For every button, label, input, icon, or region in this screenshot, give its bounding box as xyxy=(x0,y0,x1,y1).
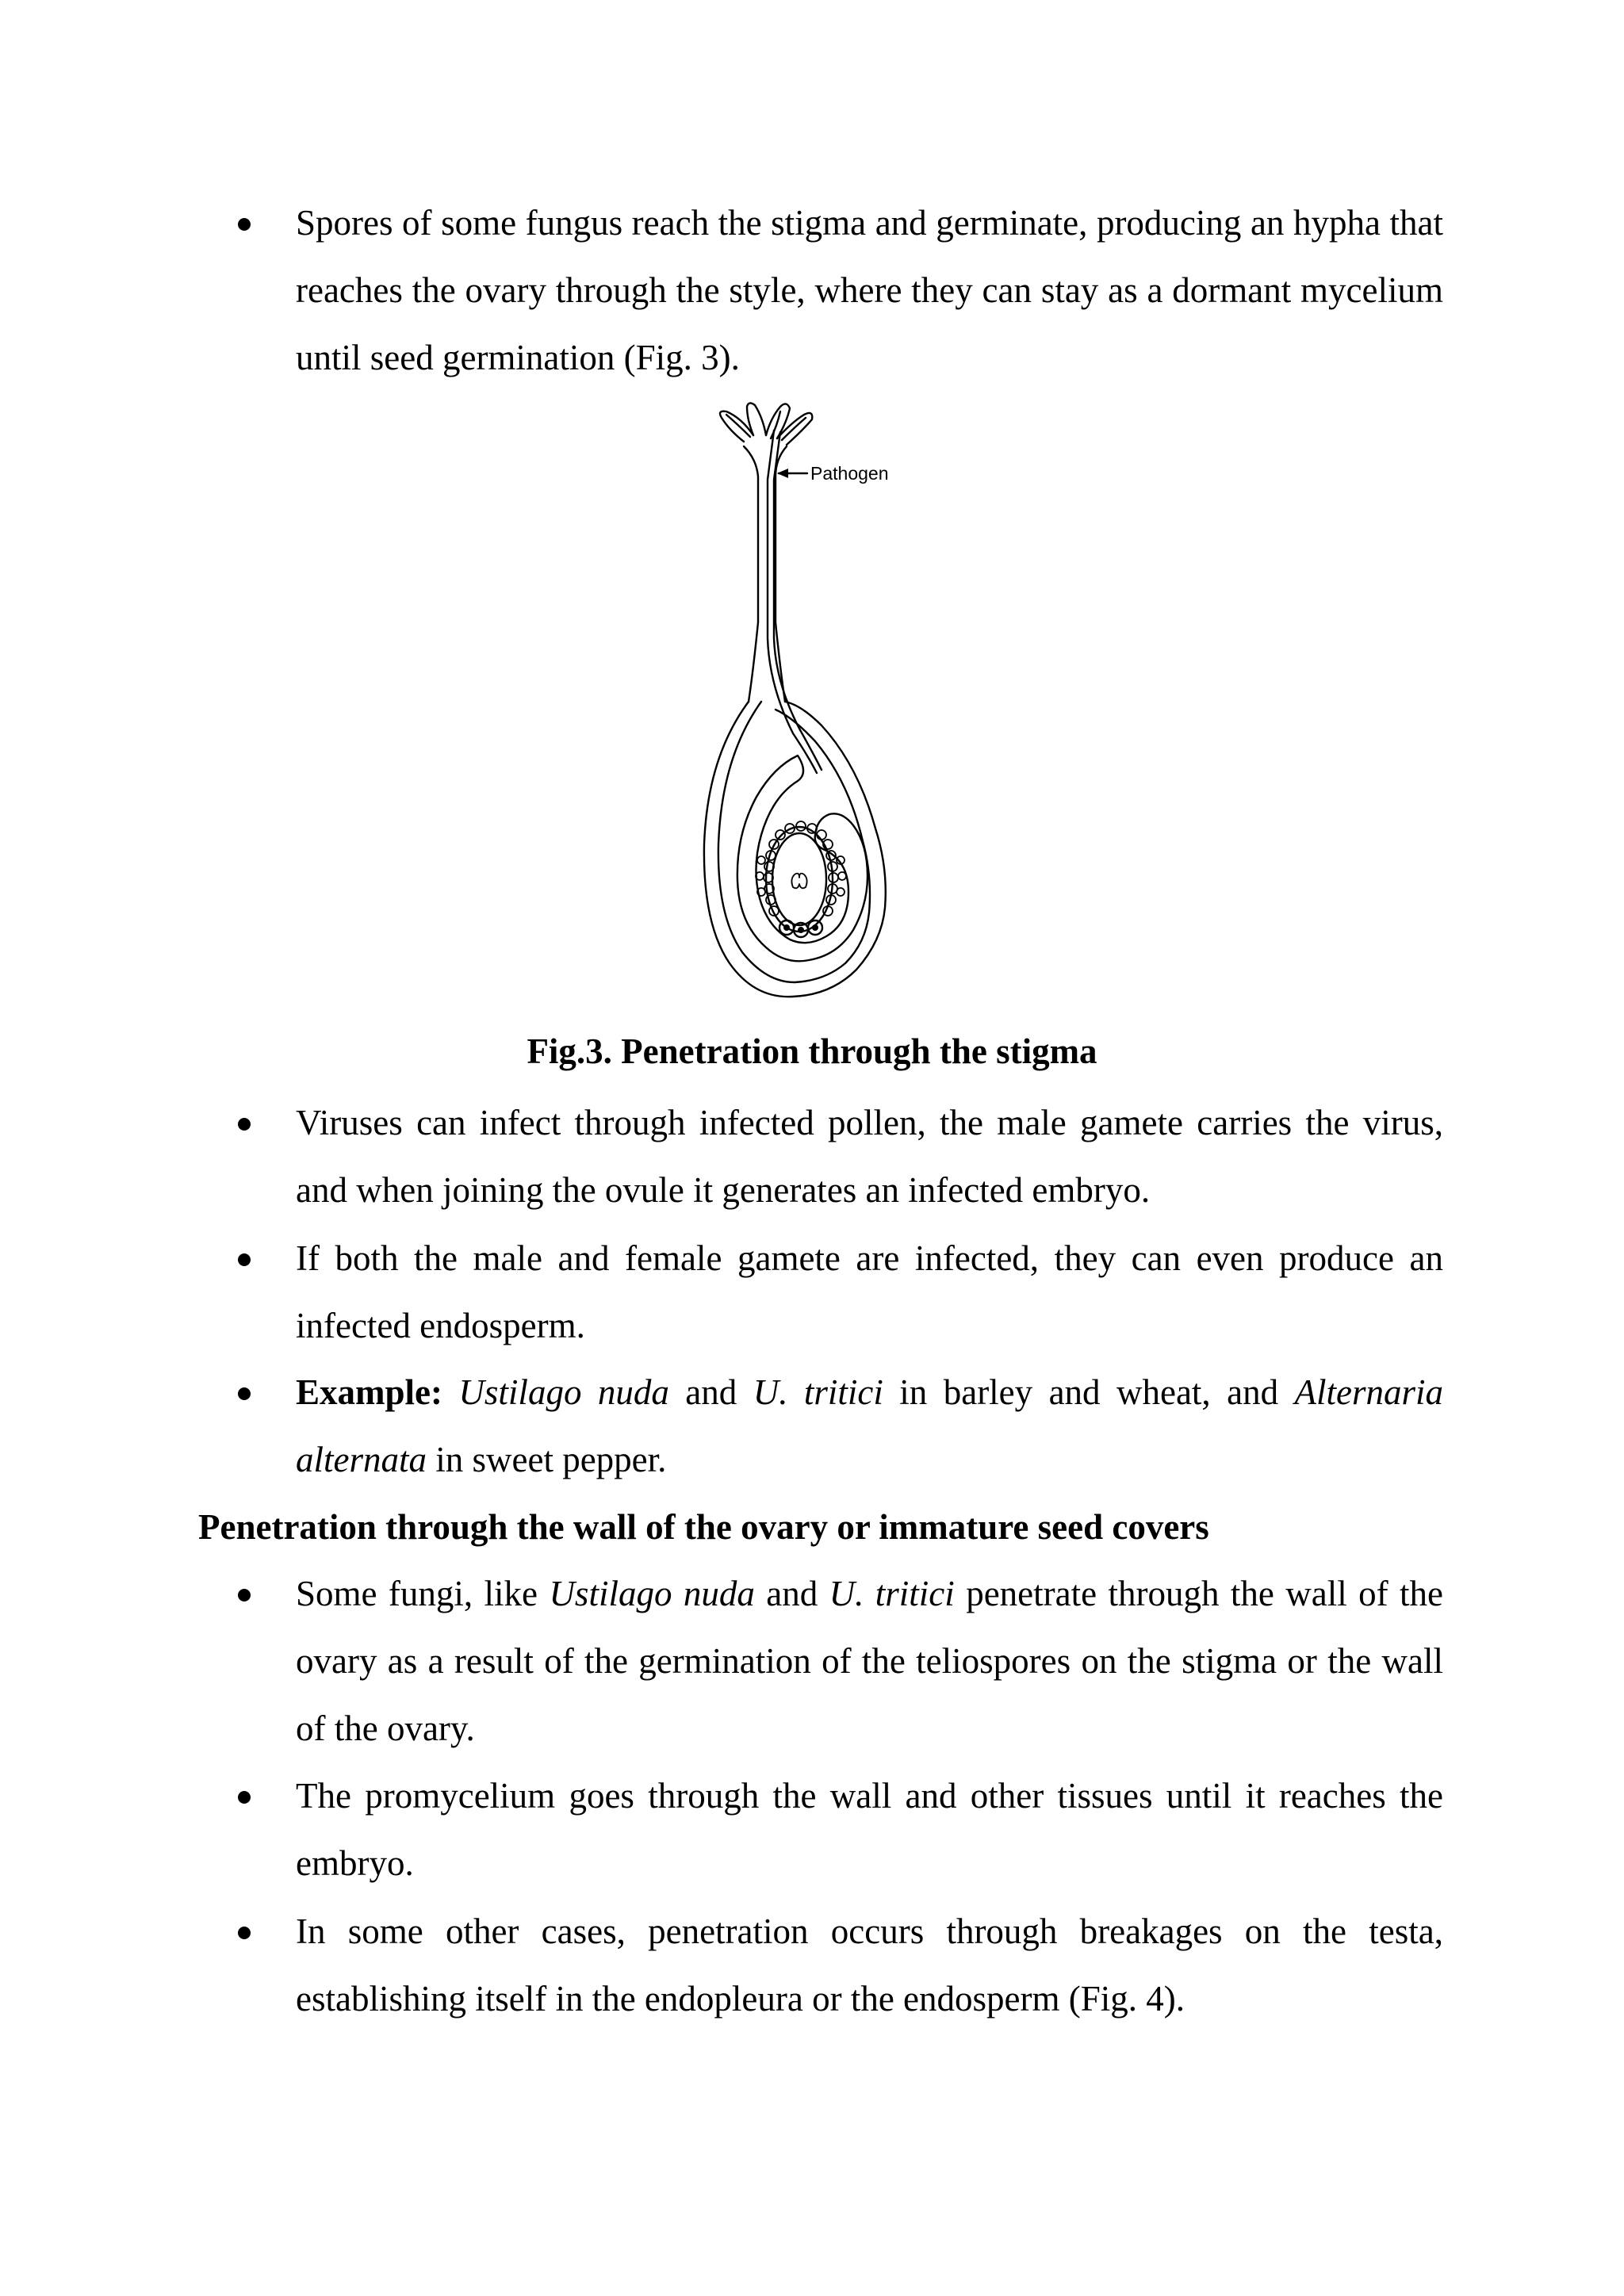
egg-nucleus xyxy=(783,924,790,931)
bullet-item xyxy=(238,1898,1443,2033)
polar-nuclei xyxy=(791,874,806,889)
bullet-item xyxy=(238,1560,1443,1762)
bullet-text: Viruses can infect through infected pollen, the male gamete carries the virus, and when joining the ovule it generates an infected embryo. xyxy=(296,1103,1443,1210)
species-name: Ustilago nuda xyxy=(458,1372,669,1412)
bullet-item xyxy=(238,1359,1443,1494)
bullet-text: If both the male and female gamete are infected, they can even produce an infected endosperm. xyxy=(296,1238,1443,1345)
bullet-dot xyxy=(238,1589,251,1601)
bullet-text: The promycelium goes through the wall and other tissues until it reaches the embryo. xyxy=(296,1776,1443,1883)
species-name: Alternaria alternata xyxy=(296,1372,1443,1479)
bullet-dot xyxy=(238,1927,251,1939)
bullet-dot xyxy=(238,1118,251,1131)
ovary-wall-outer xyxy=(704,702,886,997)
embryo-sac-inner xyxy=(772,833,826,925)
bullet-dot xyxy=(238,1791,251,1804)
example-label: Example: xyxy=(296,1372,442,1412)
arrowhead-icon xyxy=(777,469,788,478)
bullet-item xyxy=(238,189,1443,392)
bullet-text: In some other cases, penetration occurs through breakages on the testa, establishing itself in the endopleura or the endosperm (Fig. 4). xyxy=(296,1911,1443,2019)
species-name: Ustilago nuda xyxy=(549,1574,755,1613)
bullet-item xyxy=(238,1089,1443,1224)
species-name: U. tritici xyxy=(753,1372,883,1412)
egg-nucleus xyxy=(812,924,818,931)
figure-caption: Fig.3. Penetration through the stigma xyxy=(527,1031,1097,1071)
bullet-text: Example: Ustilago nuda and U. tritici in barley and wheat, and Alternaria alternata in sweet pepper. xyxy=(296,1372,1443,1479)
bullet-item xyxy=(238,1762,1443,1897)
bullet-text: Spores of some fungus reach the stigma and germinate, producing an hypha that reaches the ovary through the style, where they can stay as a dormant mycelium until seed germination (Fig. 3). xyxy=(296,203,1443,377)
egg-nucleus xyxy=(798,927,804,933)
bullet-item xyxy=(238,1225,1443,1360)
bullet-text: Some fungi, like Ustilago nuda and U. tritici penetrate through the wall of the ovary as a result of the germination of the teliospores on the stigma or the wall of the ovary. xyxy=(296,1574,1443,1748)
ovary-stigma-diagram xyxy=(698,400,952,1003)
bullet-dot xyxy=(238,218,251,231)
style-wall-left xyxy=(744,446,758,702)
bullet-dot xyxy=(238,1253,251,1266)
stigma-lobes xyxy=(720,403,812,445)
figure-label-pathogen: Pathogen xyxy=(810,463,889,484)
bullet-dot xyxy=(238,1387,251,1400)
section-heading: Penetration through the wall of the ovary or immature seed covers xyxy=(198,1507,1209,1547)
species-name: U. tritici xyxy=(829,1574,955,1613)
